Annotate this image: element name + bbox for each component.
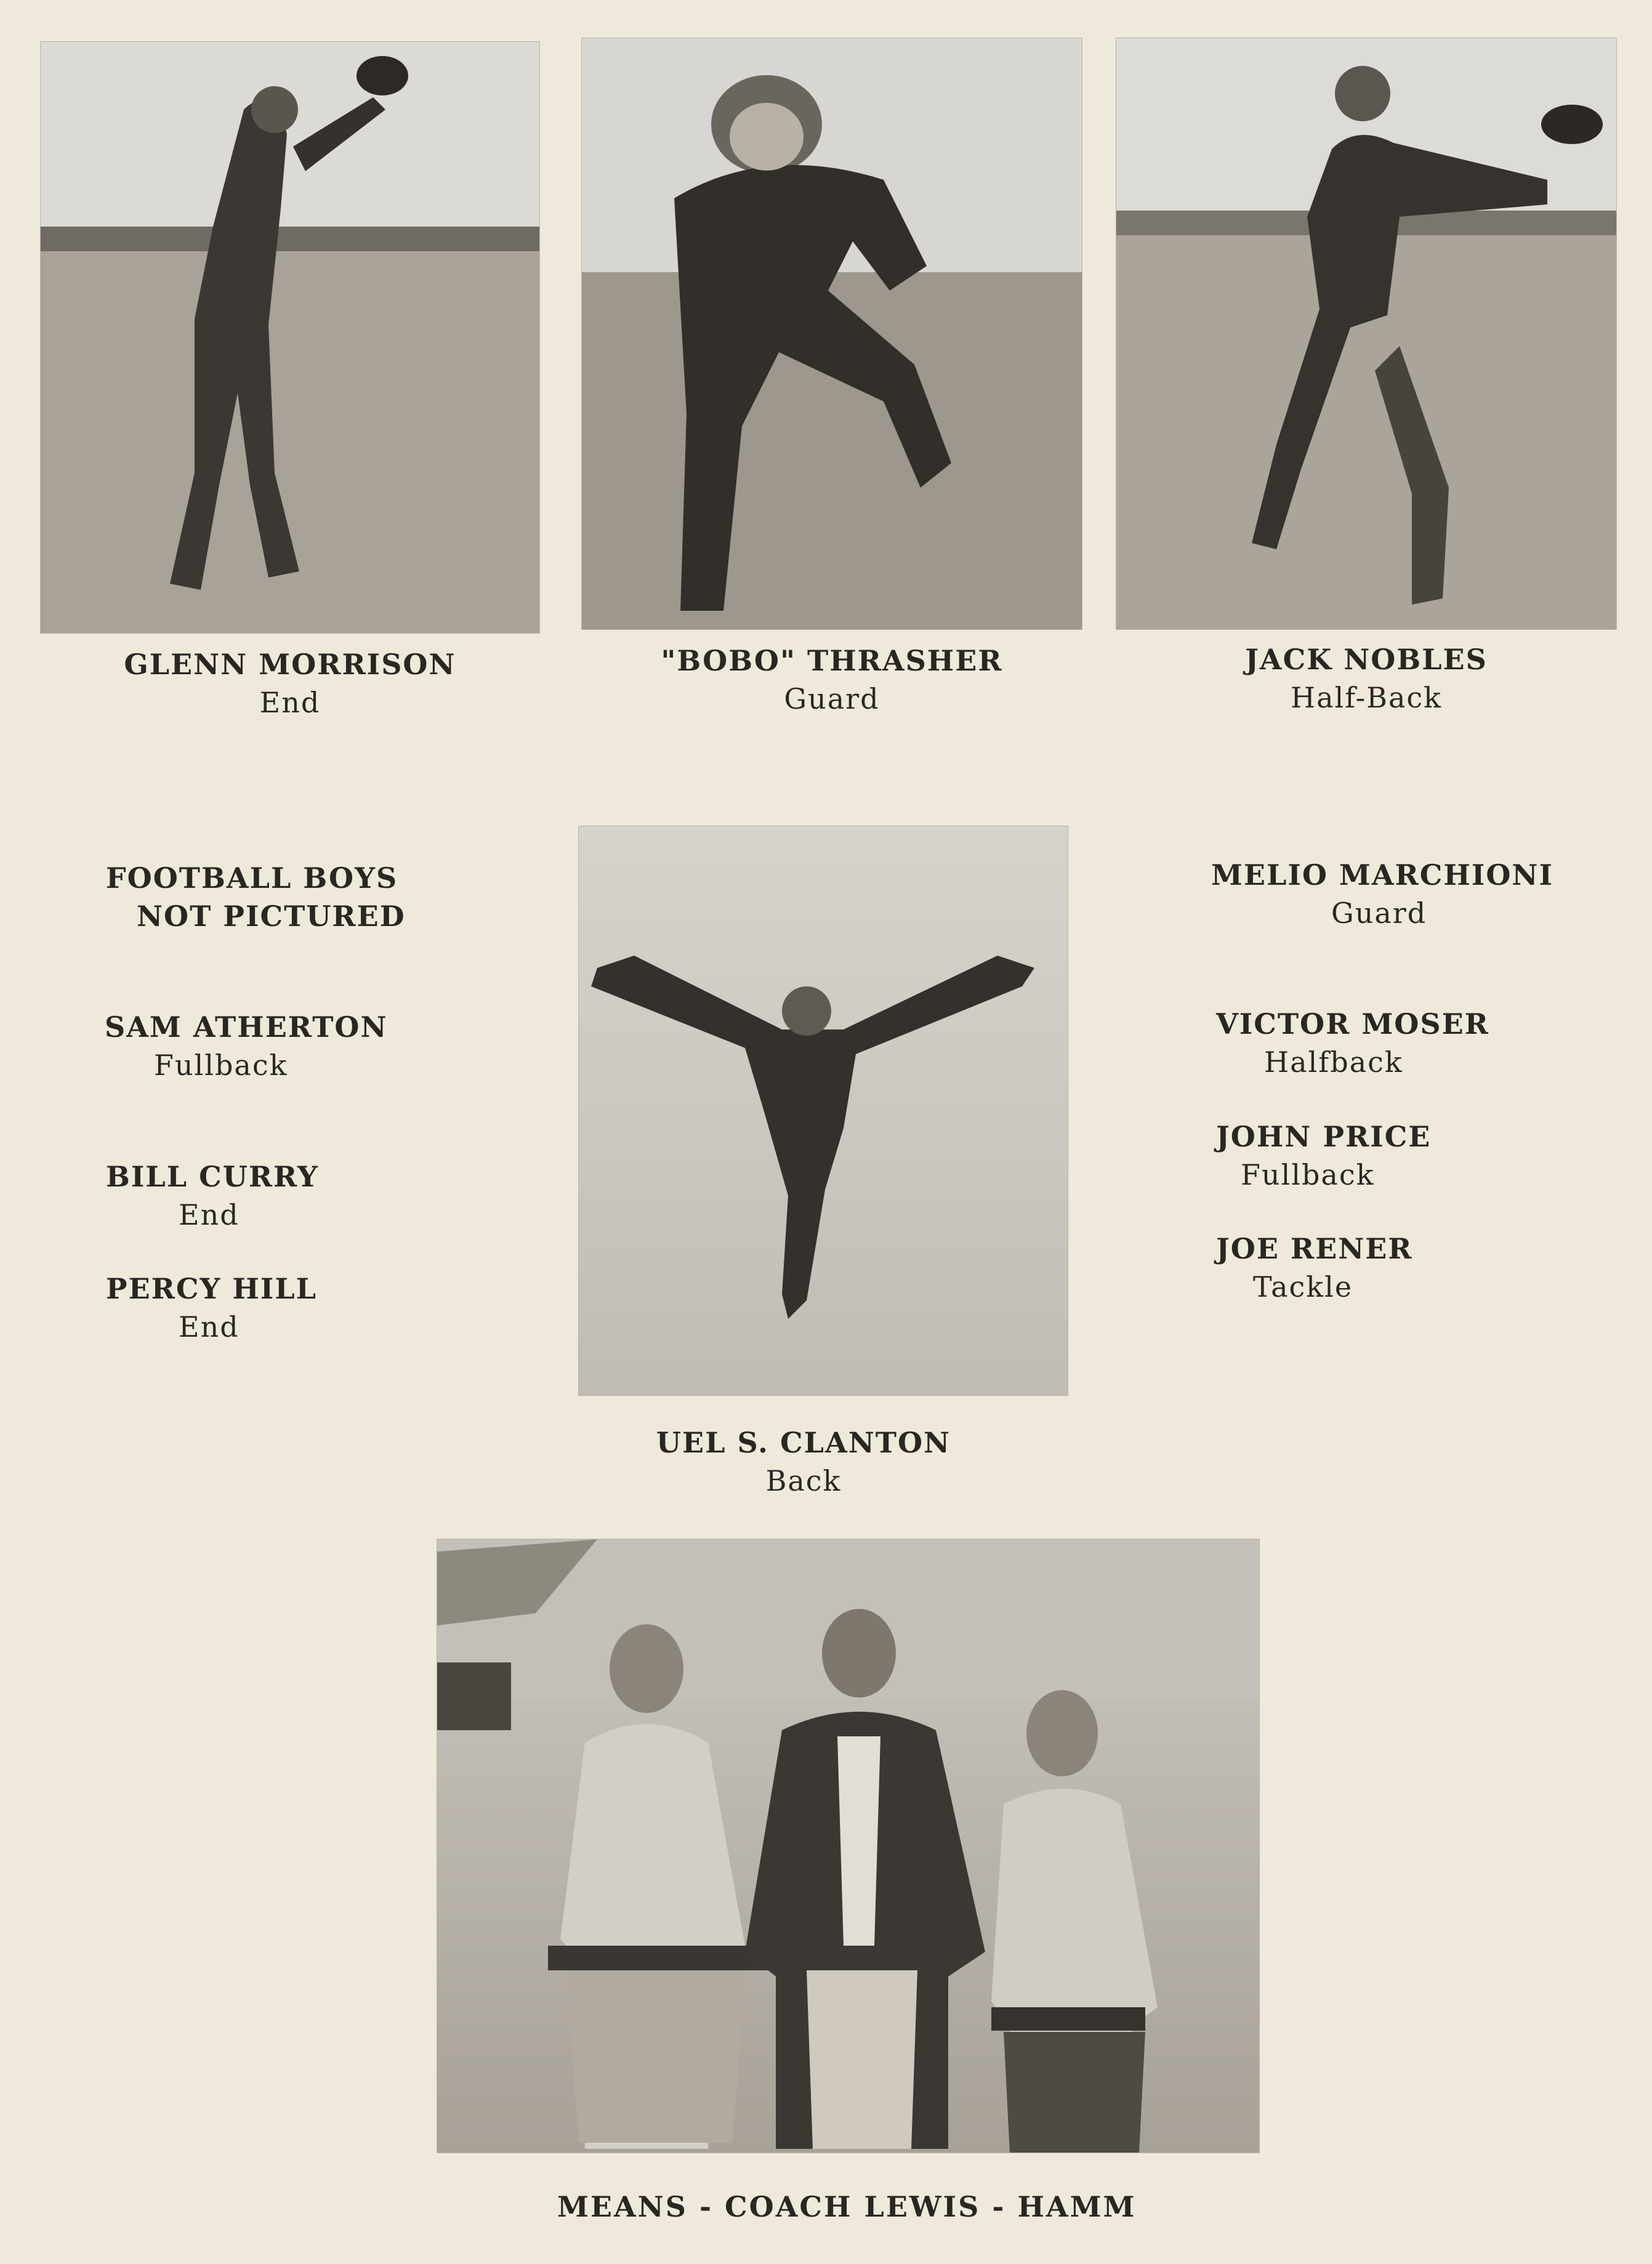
player-name: MELIO MARCHIONI [1211, 858, 1553, 892]
photo-glenn-morrison [41, 42, 539, 633]
player-name: GLENN MORRISON [124, 648, 456, 681]
player-name: UEL S. CLANTON [656, 1426, 951, 1459]
player-position: Half-Back [1290, 681, 1443, 714]
player-name: VICTOR MOSER [1216, 1007, 1489, 1041]
player-name: SAM ATHERTON [105, 1010, 388, 1044]
photo-uel-clanton [579, 826, 1068, 1395]
not-pictured-heading: FOOTBALL BOYS NOT PICTURED [106, 861, 406, 933]
player-name: JOHN PRICE [1216, 1120, 1432, 1153]
player-position: Fullback [154, 1049, 288, 1082]
player-position: Tackle [1253, 1270, 1353, 1303]
caption-bobo-thrasher [582, 642, 1082, 718]
player-position: Back [765, 1464, 842, 1497]
right-victor-moser [1216, 1005, 1489, 1081]
right-john-price [1216, 1118, 1431, 1194]
player-name: BILL CURRY [106, 1160, 319, 1193]
player-position: Halfback [1264, 1045, 1403, 1079]
photo-jack-nobles [1116, 38, 1616, 629]
right-joe-rener [1216, 1230, 1413, 1306]
player-name: JACK NOBLES [1245, 643, 1488, 676]
not-pictured-bill-curry [106, 1158, 319, 1234]
caption-glenn-morrison [41, 645, 539, 722]
not-pictured-sam-atherton [105, 1008, 388, 1084]
player-position: End [179, 1198, 240, 1231]
player-position: End [259, 686, 321, 719]
player-position: End [179, 1310, 240, 1343]
player-name: JOE RENER [1216, 1232, 1413, 1265]
not-pictured-percy-hill [106, 1270, 317, 1346]
bottom-caption: MEANS - COACH LEWIS - HAMM [557, 2190, 1137, 2223]
player-name: PERCY HILL [106, 1272, 318, 1305]
right-melio-marchioni [1211, 856, 1553, 932]
player-position: Guard [784, 682, 880, 715]
player-position: Guard [1331, 896, 1427, 930]
caption-uel-clanton [579, 1424, 1028, 1500]
photo-means-coach-lewis-hamm [437, 1539, 1259, 2153]
player-name: "BOBO" THRASHER [661, 644, 1003, 677]
caption-jack-nobles [1116, 640, 1616, 717]
player-position: Fullback [1241, 1158, 1375, 1191]
photo-bobo-thrasher [582, 38, 1082, 629]
